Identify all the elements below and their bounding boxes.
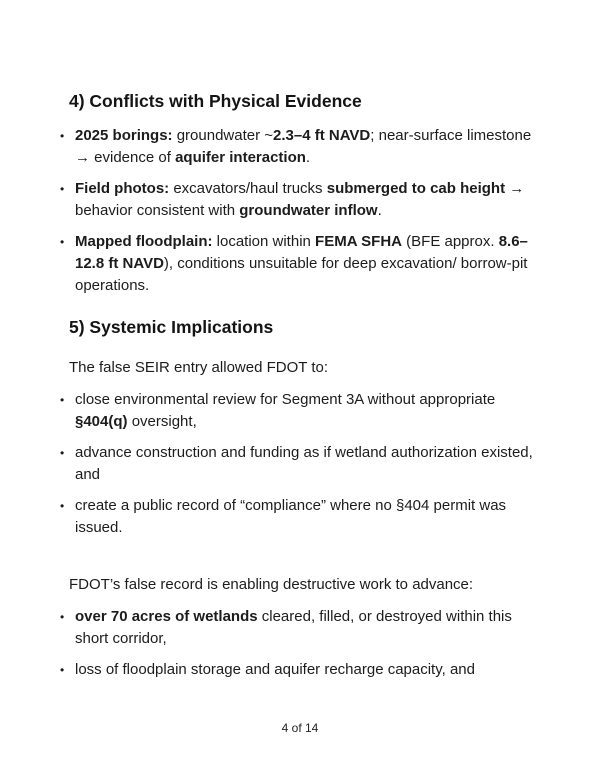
- bullet-text-run: ), conditions unsuitable for deep excavation/ borrow-pit operations.: [75, 255, 528, 294]
- bullet-text-run: close environmental review for Segment 3A without appropriate: [75, 391, 496, 408]
- bullet-text-run: location within: [212, 233, 316, 250]
- bullet-marker-icon: •: [60, 499, 65, 513]
- bullet-item: [60, 125, 533, 169]
- bullet-text-run: excavators/haul trucks: [169, 180, 327, 197]
- bullet-text-run: .: [305, 149, 311, 166]
- bullet-text-run-bold: Mapped floodplain:: [75, 233, 213, 250]
- bullet-marker-icon: •: [60, 610, 65, 624]
- bullet-text-run-bold: over 70 acres of wetlands: [75, 608, 258, 625]
- document-content: [60, 90, 533, 681]
- section-heading: 4) Conflicts with Physical Evidence: [69, 91, 362, 111]
- bullet-text: [75, 125, 533, 169]
- bullet-text: [75, 231, 533, 297]
- paragraph: The false SEIR entry allowed FDOT to:: [69, 359, 328, 376]
- bullet-text-run: loss of floodplain storage and aquifer recharge capacity, and: [75, 661, 475, 678]
- bullet-marker-icon: •: [60, 182, 65, 196]
- bullet-text-run: oversight,: [127, 413, 197, 430]
- bullet-text-run-bold: FEMA SFHA: [315, 233, 402, 250]
- bullet-text-run: (BFE approx.: [402, 233, 499, 250]
- bullet-text-run: create a public record of “compliance” where no §404 permit was issued.: [75, 497, 507, 536]
- bullet-text-run: cleared, filled, or destroyed within this short corridor,: [75, 608, 512, 647]
- bullet-text-run-bold: Field photos:: [75, 180, 170, 197]
- bullet-text-run-bold: groundwater inflow: [239, 202, 378, 219]
- bullet-text-run-bold: submerged to cab height: [326, 180, 506, 197]
- bullet-item: [60, 495, 533, 539]
- paragraph: FDOT’s false record is enabling destructive work to advance:: [69, 576, 474, 593]
- bullet-item: [60, 606, 533, 650]
- bullet-item: [60, 442, 533, 486]
- section-heading: 5) Systemic Implications: [69, 317, 274, 337]
- bullet-text: [75, 442, 533, 486]
- bullet-text-run-bold: 2025 borings:: [75, 127, 173, 144]
- bullet-text: [75, 389, 533, 433]
- bullet-item: [60, 659, 533, 681]
- bullet-marker-icon: •: [60, 446, 65, 460]
- bullet-text-run-bold: 8.6–12.8 ft NAVD: [75, 233, 528, 272]
- bullet-text-run: ; near-surface limestone → evidence of: [75, 127, 532, 166]
- bullet-text: [75, 178, 533, 222]
- bullet-text-run: → behavior consistent with: [75, 180, 525, 219]
- bullet-text-run: advance construction and funding as if wetland authorization existed, and: [75, 444, 533, 483]
- bullet-text-run-bold: §404(q): [75, 413, 128, 430]
- bullet-marker-icon: •: [60, 235, 65, 249]
- bullet-item: [60, 389, 533, 433]
- page-number: 4 of 14: [281, 721, 319, 735]
- bullet-marker-icon: •: [60, 129, 65, 143]
- bullet-text-run: .: [377, 202, 382, 219]
- bullet-marker-icon: •: [60, 663, 65, 677]
- bullet-text: [75, 606, 533, 650]
- bullet-marker-icon: •: [60, 393, 65, 407]
- bullet-text-run: groundwater ~: [172, 127, 274, 144]
- bullet-text-run-bold: 2.3–4 ft NAVD: [273, 127, 371, 144]
- bullet-item: [60, 178, 533, 222]
- bullet-text: [75, 495, 533, 539]
- bullet-text: [75, 659, 533, 681]
- bullet-item: [60, 231, 533, 297]
- bullet-text-run-bold: aquifer interaction: [175, 149, 306, 166]
